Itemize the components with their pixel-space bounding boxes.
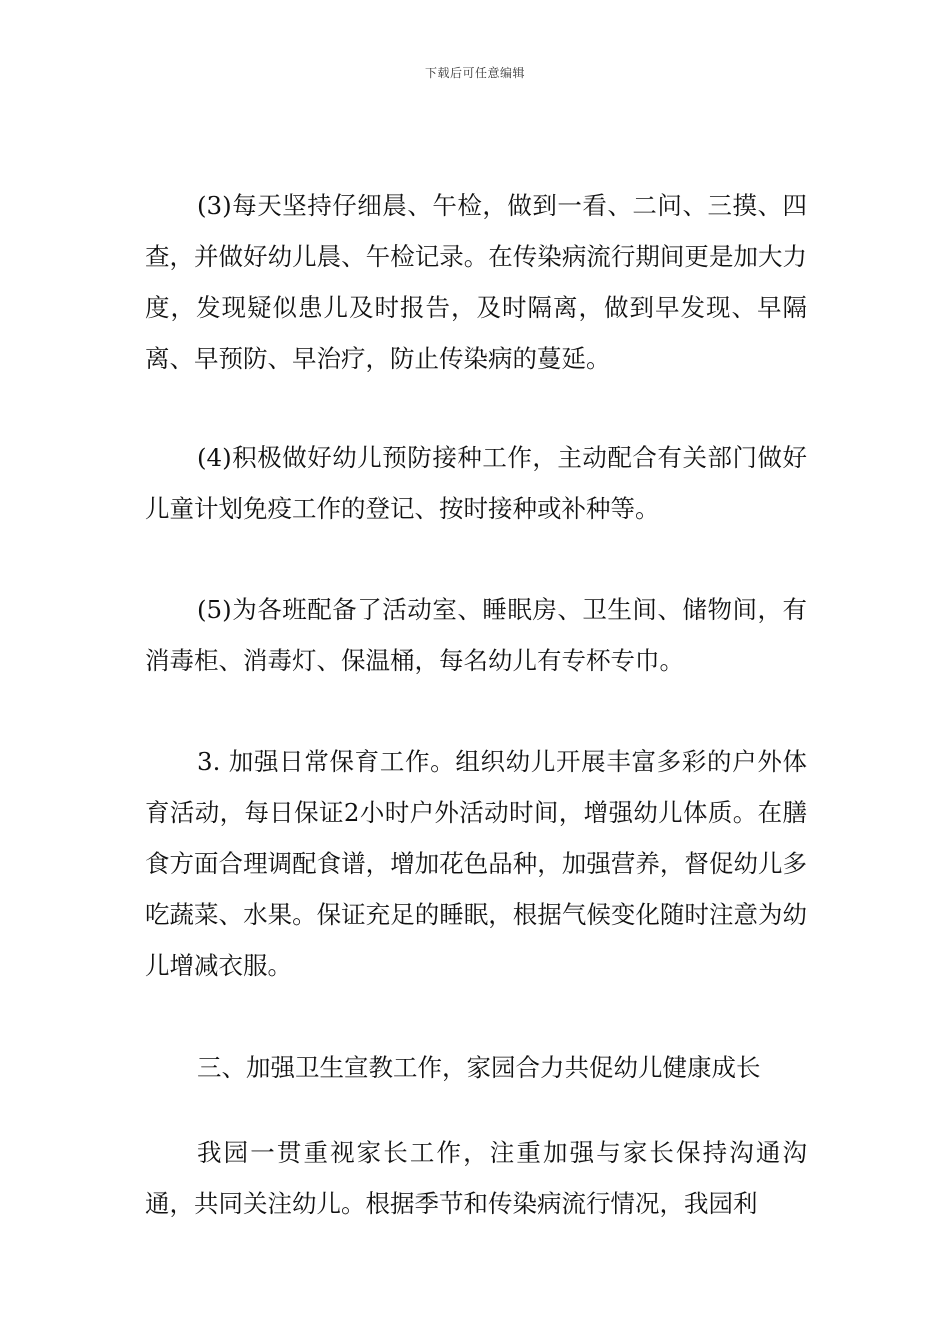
paragraph-morning-check: (3)每天坚持仔细晨、午检，做到一看、二问、三摸、四查，并做好幼儿晨、午检记录。在传染病流行期间更是加大力度，发现疑似患儿及时报告，及时隔离，做到早发现、早隔离、早预防、早治疗，防止传染病的蔓延。 bbox=[145, 191, 807, 373]
section-heading-health-education: 三、加强卫生宣教工作，家园合力共促幼儿健康成长 bbox=[197, 1053, 761, 1082]
paragraph-daily-care: 3. 加强日常保育工作。组织幼儿开展丰富多彩的户外体育活动，每日保证2小时户外活动时间，增强幼儿体质。在膳食方面合理调配食谱，增加花色品种，加强营养，督促幼儿多吃蔬菜、水果。保证充足的睡眠，根据气候变化随时注意为幼儿增减衣服。 bbox=[145, 747, 807, 980]
page-header-note: 下载后可任意编辑 bbox=[424, 66, 525, 80]
paragraph-class-facilities: (5)为各班配备了活动室、睡眠房、卫生间、储物间，有消毒柜、消毒灯、保温桶，每名幼儿有专杯专巾。 bbox=[145, 595, 807, 675]
paragraph-parent-work: 我园一贯重视家长工作，注重加强与家长保持沟通沟通，共同关注幼儿。根据季节和传染病流行情况，我园利 bbox=[145, 1138, 807, 1218]
paragraph-vaccination: (4)积极做好幼儿预防接种工作，主动配合有关部门做好儿童计划免疫工作的登记、按时接种或补种等。 bbox=[145, 443, 807, 523]
document-body bbox=[145, 180, 807, 1229]
